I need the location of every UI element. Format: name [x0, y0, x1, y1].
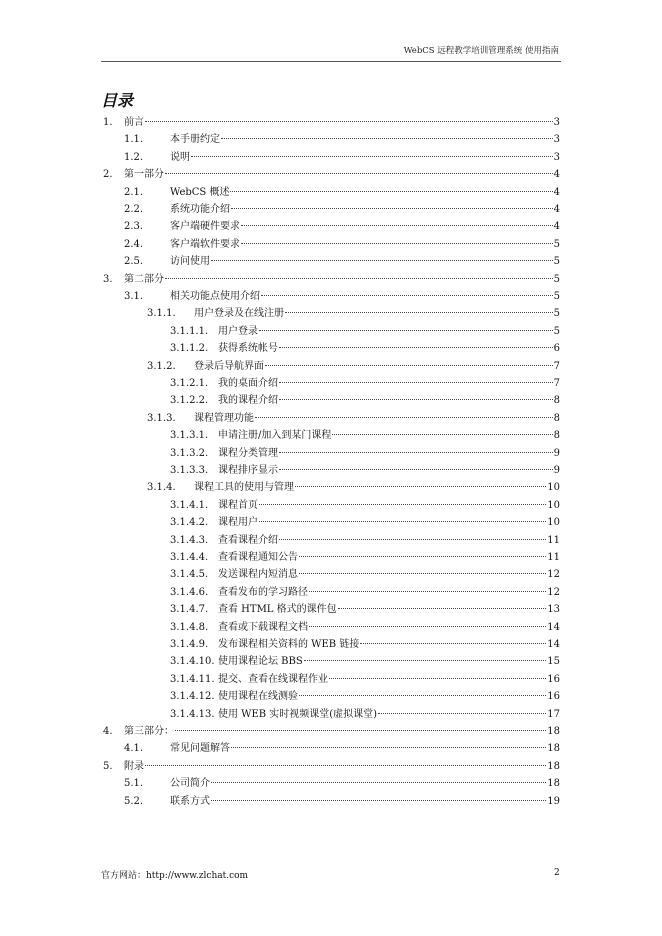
toc-entry-number: 3.1.1. [147, 308, 176, 320]
toc-entry[interactable] [0, 793, 662, 810]
toc-dot-leader [191, 156, 553, 157]
toc-entry[interactable] [0, 131, 662, 148]
toc-entry-label: 本手册约定 [170, 134, 220, 146]
toc-dot-leader [231, 208, 553, 209]
toc-dot-leader [165, 173, 553, 174]
toc-entry-page: 9 [553, 465, 560, 476]
toc-title: 目录 [101, 91, 134, 110]
toc-entry-page: 4 [553, 221, 560, 233]
toc-entry[interactable] [0, 688, 662, 705]
toc-entry-label: 登录后导航界面 [194, 360, 264, 372]
toc-entry-number: 4. [103, 726, 113, 737]
toc-entry-label: 查看发布的学习路径 [218, 586, 308, 598]
toc-entry-label: 课程分类管理 [218, 447, 278, 459]
toc-entry-number: 2.2. [124, 204, 144, 215]
toc-entry-number: 3.1.4.13. [170, 708, 215, 720]
toc-entry-label: 使用 WEB 实时视频课堂(虚拟课堂) [218, 708, 378, 720]
toc-entry-number: 4.1. [124, 743, 144, 755]
toc-dot-leader [309, 626, 546, 627]
toc-entry-label: 查看 HTML 格式的课件包 [218, 604, 337, 616]
toc-entry[interactable] [0, 323, 662, 340]
toc-entry-number: 3.1.3.3. [170, 465, 209, 476]
toc-dot-leader [332, 434, 552, 435]
toc-entry-number: 3.1.4. [147, 482, 176, 494]
toc-dot-leader [211, 782, 546, 783]
toc-entry-label: 使用课程论坛 BBS [218, 656, 303, 668]
toc-entry-number: 3.1.3.1. [170, 430, 209, 442]
toc-entry-number: 3.1.4.7. [170, 604, 209, 616]
toc-entry-number: 3.1.4.11. [170, 673, 215, 685]
footer-website: 官方网站：http://www.zlchat.com [101, 871, 249, 881]
toc-entry-page: 3 [553, 134, 560, 146]
toc-entry[interactable] [0, 619, 662, 636]
toc-dot-leader [279, 399, 553, 400]
toc-entry-label: 第二部分 [124, 273, 164, 285]
toc-entry[interactable] [0, 671, 662, 688]
toc-entry-page: 10 [547, 517, 560, 529]
toc-entry-number: 3.1.2.1. [170, 378, 209, 389]
toc-entry-page: 5 [553, 256, 560, 268]
toc-entry-label: 客户端硬件要求 [170, 221, 240, 233]
toc-entry-page: 5 [553, 291, 560, 302]
toc-entry-number: 3.1.4.9. [170, 639, 209, 650]
toc-entry-page: 11 [547, 552, 560, 563]
toc-entry-number: 3.1.4.4. [170, 552, 209, 563]
toc-dot-leader [299, 556, 546, 557]
toc-entry-page: 10 [547, 499, 560, 511]
toc-dot-leader [309, 591, 546, 592]
toc-entry-page: 3 [553, 117, 560, 128]
toc-dot-leader [259, 521, 546, 522]
toc-entry[interactable] [0, 549, 662, 566]
toc-entry-label: 说明 [170, 151, 190, 163]
toc-entry-page: 11 [547, 534, 560, 546]
toc-entry[interactable] [0, 392, 662, 409]
toc-entry-number: 3.1.3.2. [170, 447, 209, 459]
toc-entry-page: 14 [547, 639, 560, 650]
toc-entry-number: 2.1. [124, 186, 144, 198]
toc-entry-number: 5. [103, 760, 113, 772]
toc-entry-number: 3.1.4.12. [170, 691, 215, 703]
toc-entry-page: 18 [547, 778, 560, 790]
toc-entry[interactable] [0, 514, 662, 531]
toc-entry-page: 10 [547, 482, 560, 494]
toc-entry-label: 前言 [124, 117, 144, 128]
toc-entry[interactable] [0, 706, 662, 723]
toc-entry-number: 5.2. [124, 795, 144, 807]
toc-entry-number: 3.1.4.5. [170, 569, 209, 581]
toc-entry-number: 3.1.4.3. [170, 534, 209, 546]
toc-entry-label: 相关功能点使用介绍 [170, 291, 260, 302]
footer-page-number: 2 [554, 868, 560, 878]
toc-entry-number: 1.2. [124, 151, 144, 163]
toc-dot-leader [259, 330, 553, 331]
toc-entry-page: 18 [547, 726, 560, 737]
toc-dot-leader [279, 539, 546, 540]
toc-entry[interactable] [0, 166, 662, 183]
toc-entry[interactable] [0, 653, 662, 670]
toc-entry[interactable] [0, 218, 662, 235]
toc-entry-label: 申请注册/加入到某门课程 [218, 430, 332, 442]
toc-entry-page: 8 [553, 395, 560, 407]
toc-entry[interactable] [0, 271, 662, 288]
toc-dot-leader [304, 660, 547, 661]
toc-entry-label: 第三部分： [124, 726, 174, 737]
toc-dot-leader [211, 260, 553, 261]
toc-dot-leader [378, 713, 546, 714]
page-header: WebCS 远程教学培训管理系统 使用指南 [403, 46, 559, 56]
toc-dot-leader [279, 469, 553, 470]
toc-entry-page: 8 [553, 430, 560, 442]
toc-entry-label: 查看或下载课程文档 [218, 621, 308, 633]
toc-dot-leader [279, 347, 553, 348]
toc-dot-leader [360, 643, 546, 644]
toc-entry[interactable] [0, 479, 662, 496]
toc-entry[interactable] [0, 566, 662, 583]
toc-entry-number: 3.1.2. [147, 360, 176, 372]
toc-entry-number: 3.1.3. [147, 412, 176, 424]
toc-entry-label: 课程用户 [218, 517, 258, 529]
toc-dot-leader [145, 765, 546, 766]
toc-dot-leader [175, 730, 546, 731]
toc-entry[interactable] [0, 532, 662, 549]
toc-entry-page: 13 [547, 604, 560, 616]
toc-entry-label: 发布课程相关资料的 WEB 链接 [218, 639, 360, 650]
toc-entry-label: 发送课程内短消息 [218, 569, 298, 581]
toc-entry[interactable] [0, 149, 662, 166]
toc-entry-number: 2.3. [124, 221, 144, 233]
toc-entry-label: 课程排序显示 [218, 465, 278, 476]
toc-dot-leader [165, 278, 553, 279]
toc-entry-page: 4 [553, 186, 560, 198]
toc-entry-number: 3. [103, 273, 113, 285]
toc-entry[interactable] [0, 601, 662, 618]
toc-entry-label: 用户登录及在线注册 [194, 308, 284, 320]
toc-entry-page: 17 [547, 708, 560, 720]
toc-entry[interactable] [0, 288, 662, 305]
toc-entry-number: 1. [103, 117, 113, 128]
toc-entry-label: 查看课程介绍 [218, 534, 278, 546]
toc-entry-label: 用户登录 [218, 325, 258, 337]
toc-entry[interactable] [0, 497, 662, 514]
toc-entry[interactable] [0, 358, 662, 375]
toc-entry-number: 3.1.1.2. [170, 343, 209, 355]
toc-entry-page: 5 [553, 273, 560, 285]
toc-dot-leader [285, 312, 553, 313]
toc-entry-number: 2.5. [124, 256, 144, 268]
toc-entry-label: 提交、查看在线课程作业 [218, 673, 328, 685]
toc-entry-number: 3.1.4.6. [170, 586, 209, 598]
toc-entry-page: 5 [553, 325, 560, 337]
toc-entry-page: 4 [553, 169, 560, 181]
toc-dot-leader [299, 573, 546, 574]
toc-dot-leader [241, 243, 553, 244]
toc-entry-label: 第一部分 [124, 169, 164, 181]
toc-entry[interactable] [0, 445, 662, 462]
toc-entry[interactable] [0, 253, 662, 270]
toc-dot-leader [279, 452, 553, 453]
toc-entry[interactable] [0, 636, 662, 653]
toc-entry-label: 我的桌面介绍 [218, 378, 278, 389]
toc-entry-number: 3.1. [124, 291, 144, 302]
toc-entry[interactable] [0, 201, 662, 218]
toc-entry[interactable] [0, 427, 662, 444]
toc-entry-page: 9 [553, 447, 560, 459]
toc-entry-number: 3.1.4.8. [170, 621, 209, 633]
toc-entry-label: 课程管理功能 [194, 412, 254, 424]
toc-dot-leader [338, 608, 547, 609]
toc-entry-page: 5 [553, 238, 560, 250]
toc-entry-number: 3.1.4.10. [170, 656, 215, 668]
toc-dot-leader [329, 678, 546, 679]
toc-dot-leader [221, 138, 553, 139]
toc-entry-number: 3.1.2.2. [170, 395, 209, 407]
toc-entry-page: 12 [547, 569, 560, 581]
toc-entry-page: 5 [553, 308, 560, 320]
toc-entry-label: 访问使用 [170, 256, 210, 268]
toc-dot-leader [295, 486, 546, 487]
toc-entry[interactable] [0, 114, 662, 131]
toc-entry-page: 16 [547, 691, 560, 703]
toc-dot-leader [231, 747, 546, 748]
toc-entry[interactable] [0, 775, 662, 792]
toc-entry-label: WebCS 概述 [170, 186, 230, 198]
toc-entry-number: 3.1.1.1. [170, 325, 209, 337]
toc-entry-label: 查看课程通知公告 [218, 552, 298, 563]
toc-entry-label: 我的课程介绍 [218, 395, 278, 407]
toc-entry-label: 客户端软件要求 [170, 238, 240, 250]
toc-entry-page: 15 [547, 656, 560, 668]
toc-dot-leader [145, 121, 553, 122]
toc-entry-label: 附录 [124, 760, 144, 772]
toc-entry-number: 2. [103, 169, 113, 181]
toc-entry-label: 课程工具的使用与管理 [194, 482, 294, 494]
toc-entry-page: 14 [547, 621, 560, 633]
toc-entry-label: 系统功能介绍 [170, 204, 230, 215]
toc-dot-leader [279, 382, 553, 383]
toc-entry-page: 6 [553, 343, 560, 355]
toc-entry[interactable] [0, 723, 662, 740]
toc-entry[interactable] [0, 340, 662, 357]
toc-entry-page: 7 [553, 360, 560, 372]
toc-entry-number: 1.1. [124, 134, 144, 146]
toc-entry-label: 获得系统帐号 [218, 343, 278, 355]
toc-entry-page: 19 [547, 795, 560, 807]
toc-dot-leader [299, 695, 546, 696]
toc-entry-page: 18 [547, 760, 560, 772]
toc-entry-page: 16 [547, 673, 560, 685]
toc-entry-number: 2.4. [124, 238, 144, 250]
toc-entry[interactable] [0, 740, 662, 757]
toc-entry-number: 3.1.4.1. [170, 499, 209, 511]
toc-entry-page: 4 [553, 204, 560, 215]
toc-entry[interactable] [0, 236, 662, 253]
toc-entry[interactable] [0, 184, 662, 201]
toc-entry-number: 5.1. [124, 778, 144, 790]
toc-entry-page: 7 [553, 378, 560, 389]
toc-entry-label: 公司简介 [170, 778, 210, 790]
toc-entry-number: 3.1.4.2. [170, 517, 209, 529]
toc-dot-leader [241, 225, 553, 226]
toc-entry[interactable] [0, 758, 662, 775]
toc-entry-page: 3 [553, 151, 560, 163]
toc-entry-label: 常见问题解答 [170, 743, 230, 755]
toc-entry-page: 12 [547, 586, 560, 598]
toc-entry[interactable] [0, 410, 662, 427]
toc-entry-label: 联系方式 [170, 795, 210, 807]
toc-dot-leader [265, 365, 553, 366]
toc-entry[interactable] [0, 375, 662, 392]
toc-dot-leader [211, 800, 546, 801]
toc-entry-label: 课程首页 [218, 499, 258, 511]
toc-entry-page: 8 [553, 412, 560, 424]
toc-entry-label: 使用课程在线测验 [218, 691, 298, 703]
toc-entry[interactable] [0, 584, 662, 601]
toc-dot-leader [230, 191, 552, 192]
header-rule [101, 61, 561, 62]
toc-entry-page: 18 [547, 743, 560, 755]
toc-dot-leader [259, 504, 546, 505]
toc-entry[interactable] [0, 462, 662, 479]
toc-entry[interactable] [0, 305, 662, 322]
toc-dot-leader [261, 295, 553, 296]
toc-dot-leader [255, 417, 553, 418]
